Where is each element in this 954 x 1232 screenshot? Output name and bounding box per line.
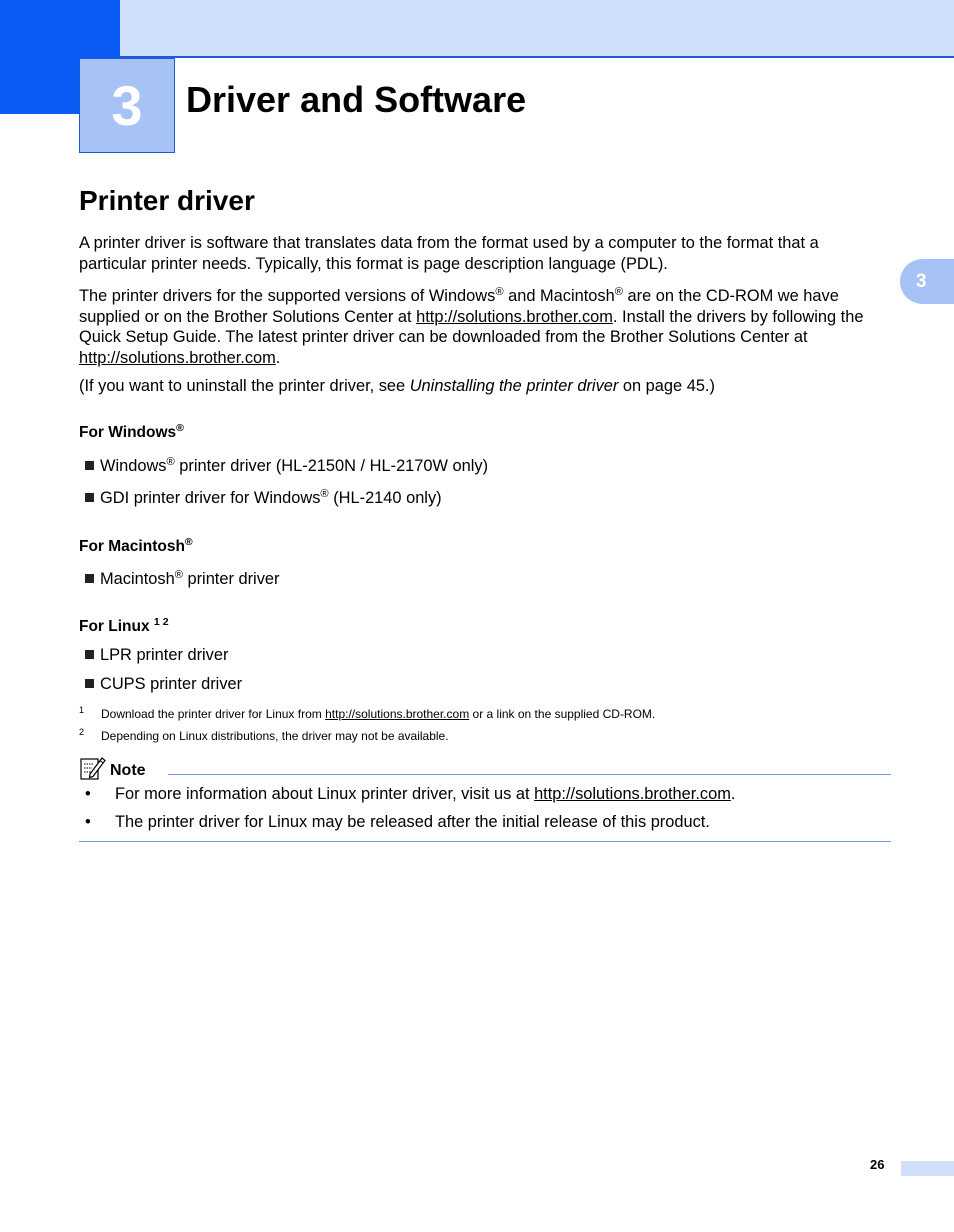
- section-title: Printer driver: [79, 185, 255, 216]
- note-item-1: [115, 784, 735, 804]
- chapter-number-box: [79, 58, 175, 153]
- text-run: and Macintosh: [503, 287, 615, 305]
- text-run: printer driver: [182, 570, 280, 588]
- text-run: . Install the drivers by following the: [612, 308, 864, 326]
- registered-mark: ®: [614, 285, 623, 298]
- square-bullet-icon: [85, 574, 94, 583]
- text-run: printer driver (HL-2150N / HL-2170W only): [174, 457, 489, 475]
- solutions-link[interactable]: http://solutions.brother.com: [79, 349, 276, 367]
- text-run: (If you want to uninstall the printer driver, see: [79, 377, 410, 395]
- registered-mark: ®: [176, 422, 184, 435]
- text-run: Download the printer driver for Linux from: [101, 707, 326, 721]
- text-run: supplied or on the Brother Solutions Center at: [79, 308, 417, 326]
- footnote-refs[interactable]: 1 2: [153, 616, 169, 629]
- text-run: (HL-2140 only): [328, 489, 442, 507]
- heading-text: For Linux: [79, 618, 154, 635]
- heading-text: For Macintosh: [79, 538, 185, 555]
- footnote-number: 2: [79, 727, 85, 737]
- text-run: on page 45.): [618, 377, 715, 395]
- text-run: are on the CD-ROM we have: [622, 287, 839, 305]
- note-bullet: •: [85, 785, 91, 803]
- text-run: .: [275, 349, 281, 367]
- footnote-2: Depending on Linux distributions, the driver may not be available.: [101, 729, 449, 743]
- list-item: [85, 645, 228, 665]
- intro-paragraph-2-line-4: [79, 348, 891, 369]
- registered-mark: ®: [174, 568, 183, 581]
- intro-paragraph-2-line-2: [79, 307, 891, 328]
- list-item: [85, 569, 279, 589]
- chapter-number: 3: [111, 74, 143, 137]
- registered-mark: ®: [320, 487, 329, 500]
- text-run: GDI printer driver for Windows: [100, 489, 321, 507]
- page-number-tab: [901, 1161, 954, 1176]
- intro-paragraph-2-line-1: [79, 286, 891, 307]
- square-bullet-icon: [85, 679, 94, 688]
- note-bullet: •: [85, 813, 91, 831]
- header-band: [120, 0, 954, 58]
- chapter-side-tab[interactable]: [900, 259, 954, 304]
- list-item: [85, 456, 488, 476]
- page-number: 26: [870, 1157, 885, 1172]
- macintosh-heading: [79, 537, 193, 557]
- text-run: or a link on the supplied CD-ROM.: [469, 707, 656, 721]
- text-run: .: [730, 785, 736, 803]
- square-bullet-icon: [85, 650, 94, 659]
- solutions-link[interactable]: http://solutions.brother.com: [416, 308, 613, 326]
- text-run: LPR printer driver: [100, 646, 229, 664]
- chapter-title: Driver and Software: [186, 79, 527, 120]
- registered-mark: ®: [495, 285, 504, 298]
- square-bullet-icon: [85, 493, 94, 502]
- intro-paragraph-1-line-1: A printer driver is software that translates data from the format used by a computer to the format that a: [79, 234, 819, 252]
- list-item: [85, 488, 442, 508]
- text-run: For more information about Linux printer driver, visit us at: [115, 785, 535, 803]
- intro-paragraph-3: [79, 376, 891, 397]
- uninstall-reference[interactable]: Uninstalling the printer driver: [409, 377, 619, 395]
- solutions-link[interactable]: http://solutions.brother.com: [534, 785, 731, 803]
- note-bottom-rule: [79, 841, 891, 842]
- footnote-1: [101, 706, 655, 722]
- note-pencil-icon: [80, 756, 106, 780]
- note-label: Note: [110, 762, 146, 779]
- note-top-rule: [168, 774, 891, 775]
- note-item-2: The printer driver for Linux may be released after the initial release of this product.: [115, 813, 710, 831]
- text-run: The printer drivers for the supported versions of Windows: [79, 287, 496, 305]
- footnote-number: 1: [79, 705, 85, 715]
- registered-mark: ®: [166, 455, 175, 468]
- text-run: Windows: [100, 457, 167, 475]
- windows-heading: [79, 423, 184, 443]
- side-tab-label: 3: [916, 271, 927, 292]
- solutions-link[interactable]: http://solutions.brother.com: [325, 707, 470, 721]
- heading-text: For Windows: [79, 424, 177, 441]
- intro-paragraph-1-line-2: particular printer needs. Typically, this format is page description language (PDL).: [79, 255, 668, 273]
- linux-heading: [79, 617, 169, 637]
- text-run: CUPS printer driver: [100, 675, 243, 693]
- square-bullet-icon: [85, 461, 94, 470]
- list-item: [85, 674, 242, 694]
- intro-paragraph-2-line-3: Quick Setup Guide. The latest printer driver can be downloaded from the Brother Solutions Center at: [79, 328, 808, 346]
- registered-mark: ®: [184, 536, 193, 549]
- text-run: Macintosh: [100, 570, 175, 588]
